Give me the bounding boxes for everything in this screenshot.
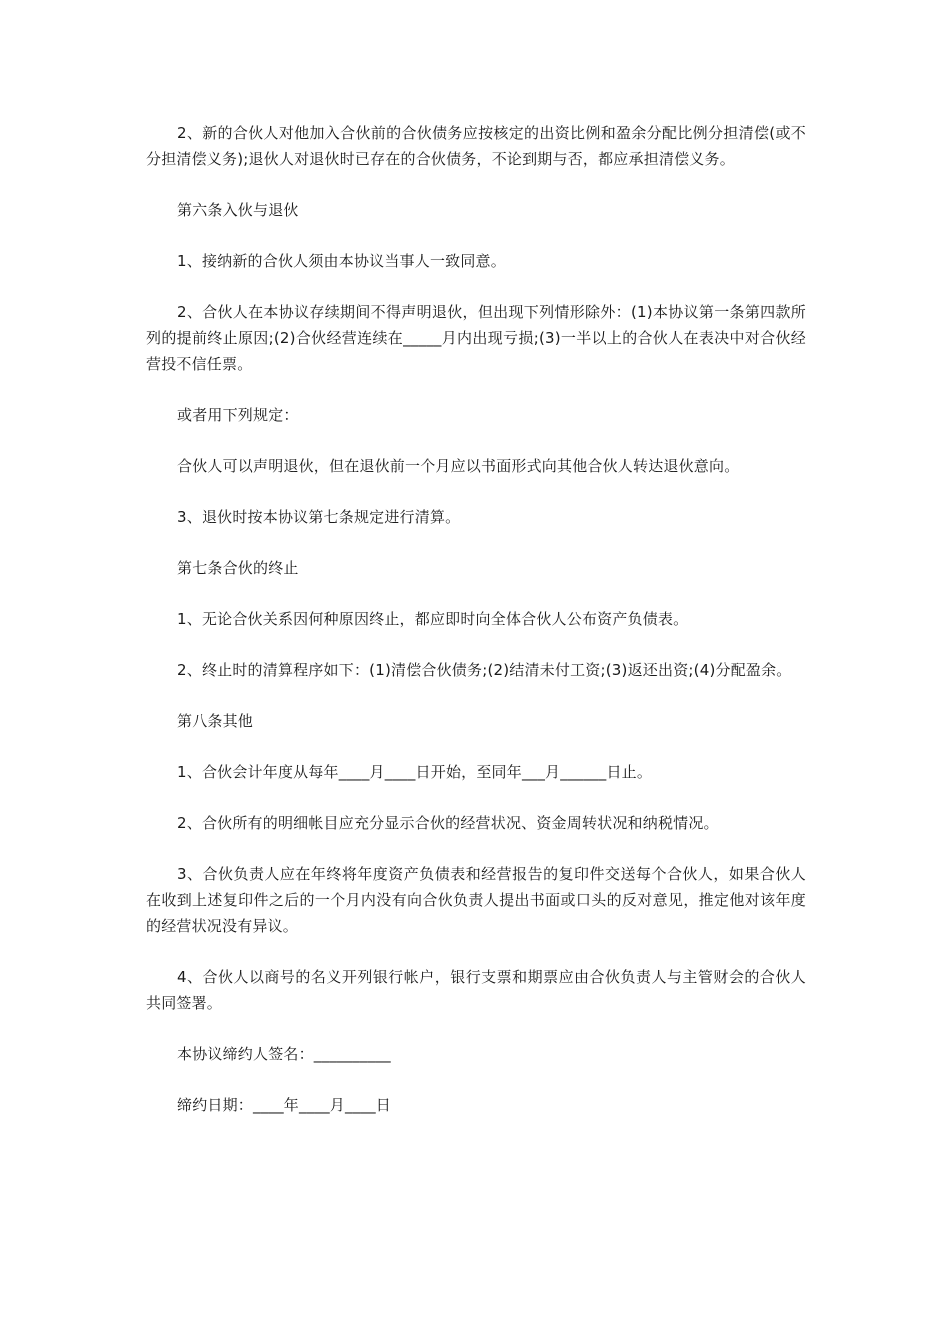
paragraph-liquidation-procedure: 2、终止时的清算程序如下：(1)清偿合伙债务;(2)结清未付工资;(3)返还出资;(4)分配盈余。: [177, 661, 792, 679]
heading-article-six: 第六条入伙与退伙: [177, 201, 299, 219]
heading-article-seven: 第七条合伙的终止: [177, 559, 299, 577]
signature-line: 本协议缔约人签名：__________: [177, 1045, 391, 1063]
document-page: [146, 120, 806, 1143]
paragraph-accounts-detail: 2、合伙所有的明细帐目应充分显示合伙的经营状况、资金周转状况和纳税情况。: [177, 814, 719, 832]
paragraph-withdrawal-conditions: 2、合伙人在本协议存续期间不得声明退伙，但出现下列情形除外：(1)本协议第一条第四款所列的提前终止原因;(2)合伙经营连续在_____月内出现亏损;(3)一半以上的合伙人在表决中对合伙经营投不信任票。: [146, 303, 806, 373]
paragraph-accept-new-partner: 1、接纳新的合伙人须由本协议当事人一致同意。: [177, 252, 506, 270]
paragraph-bank-account: 4、合伙人以商号的名义开列银行帐户，银行支票和期票应由合伙负责人与主管财会的合伙人共同签署。: [146, 968, 806, 1012]
paragraph-termination-balance-sheet: 1、无论合伙关系因何种原因终止，都应即时向全体合伙人公布资产负债表。: [177, 610, 689, 628]
paragraph-alternative-rule: 或者用下列规定：: [177, 406, 299, 424]
heading-article-eight: 第八条其他: [177, 712, 254, 730]
paragraph-annual-report: 3、合伙负责人应在年终将年度资产负债表和经营报告的复印件交送每个合伙人，如果合伙人在收到上述复印件之后的一个月内没有向合伙负责人提出书面或口头的反对意见，推定他对该年度的经营状况没有异议。: [146, 865, 806, 935]
paragraph-new-partner-debt: 2、新的合伙人对他加入合伙前的合伙债务应按核定的出资比例和盈余分配比例分担清偿(或不分担清偿义务);退伙人对退伙时已存在的合伙债务，不论到期与否，都应承担清偿义务。: [146, 124, 806, 168]
paragraph-declare-withdrawal: 合伙人可以声明退伙，但在退伙前一个月应以书面形式向其他合伙人转达退伙意向。: [177, 457, 740, 475]
paragraph-withdrawal-settlement: 3、退伙时按本协议第七条规定进行清算。: [177, 508, 461, 526]
paragraph-fiscal-year: 1、合伙会计年度从每年____月____日开始，至同年___月______日止。: [177, 763, 653, 781]
signing-date-line: 缔约日期：____年____月____日: [177, 1096, 392, 1114]
